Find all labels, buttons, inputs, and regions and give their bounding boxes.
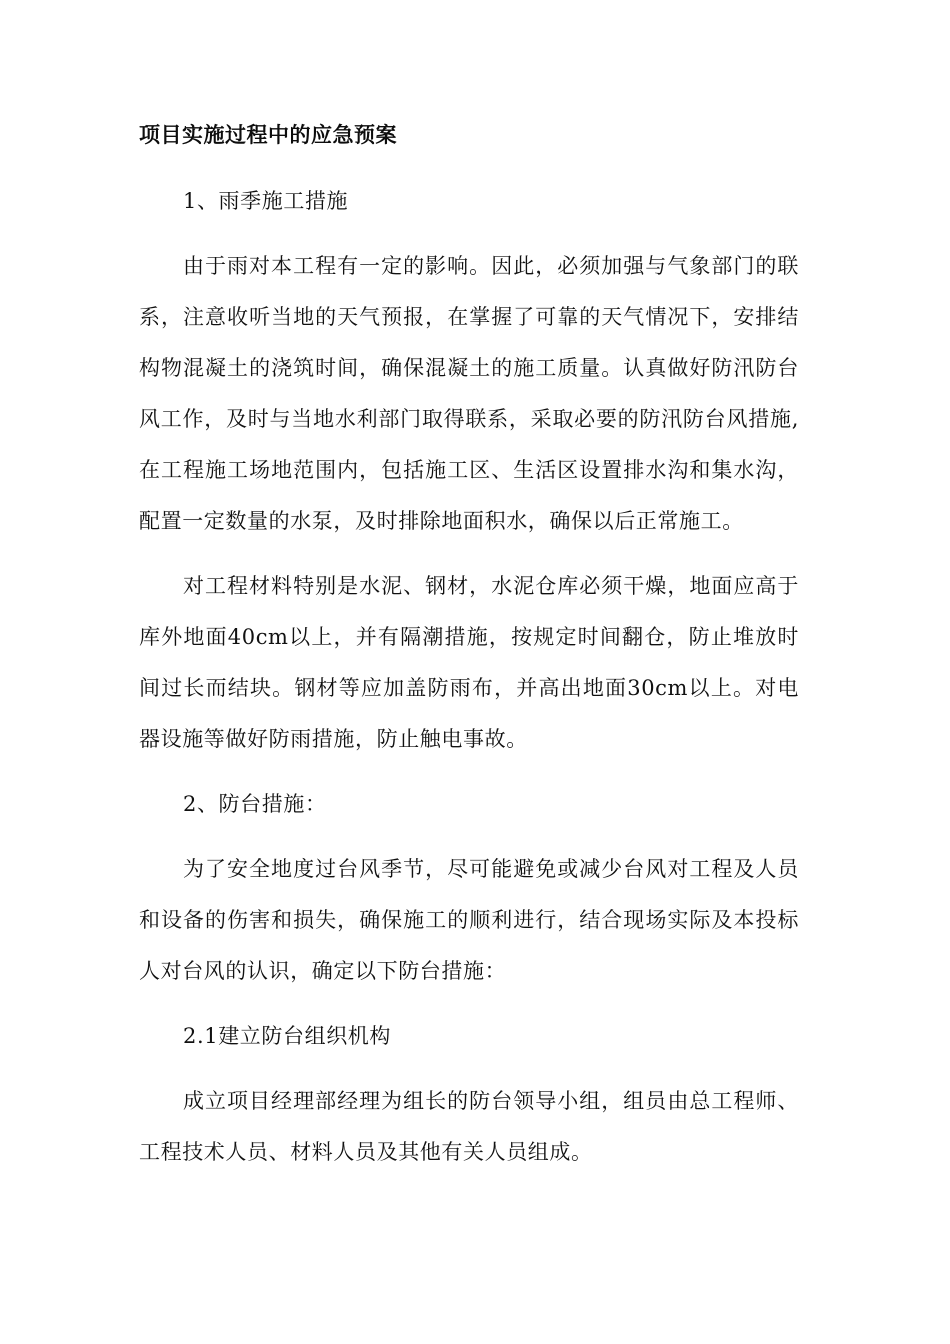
spacer xyxy=(139,547,799,561)
paragraph-material-protection: 对工程材料特别是水泥、钢材，水泥仓库必须干燥，地面应高于库外地面40cm以上，并有隔潮措施，按规定时间翻仓，防止堆放时间过长而结块。钢材等应加盖防雨布，并高出地面30cm以上。对电器设施等做好防雨措施，防止触电事故。 xyxy=(139,574,799,751)
subsection-heading-organization: 2.1建立防台组织机构 xyxy=(183,1024,391,1048)
section-heading-rainy-season: 1、雨季施工措施 xyxy=(183,189,349,213)
paragraph-typhoon-intro: 为了安全地度过台风季节，尽可能避免或减少台风对工程及人员和设备的伤害和损失，确保施工的顺利进行，结合现场实际及本投标人对台风的认识，确定以下防台措施： xyxy=(139,857,799,983)
paragraph-rainy-season-measures: 由于雨对本工程有一定的影响。因此，必须加强与气象部门的联系，注意收听当地的天气预报，在掌握了可靠的天气情况下，安排结构物混凝土的浇筑时间，确保混凝土的施工质量。认真做好防汛防台风工作，及时与当地水利部门取得联系，采取必要的防汛防台风措施,在工程施工场地范围内，包括施工区、生活区设置排水沟和集水沟，配置一定数量的水泵，及时排除地面积水，确保以后正常施工。 xyxy=(139,254,799,533)
spacer xyxy=(139,997,799,1011)
spacer xyxy=(139,1062,799,1076)
section-heading-typhoon: 2、防台措施： xyxy=(183,792,327,816)
spacer xyxy=(139,830,799,844)
spacer xyxy=(139,227,799,241)
document-body xyxy=(139,117,799,1178)
spacer xyxy=(139,765,799,779)
paragraph-organization: 成立项目经理部经理为组长的防台领导小组，组员由总工程师、工程技术人员、材料人员及其他有关人员组成。 xyxy=(139,1089,799,1164)
document-title: 项目实施过程中的应急预案 xyxy=(139,123,397,147)
spacer xyxy=(139,153,799,176)
